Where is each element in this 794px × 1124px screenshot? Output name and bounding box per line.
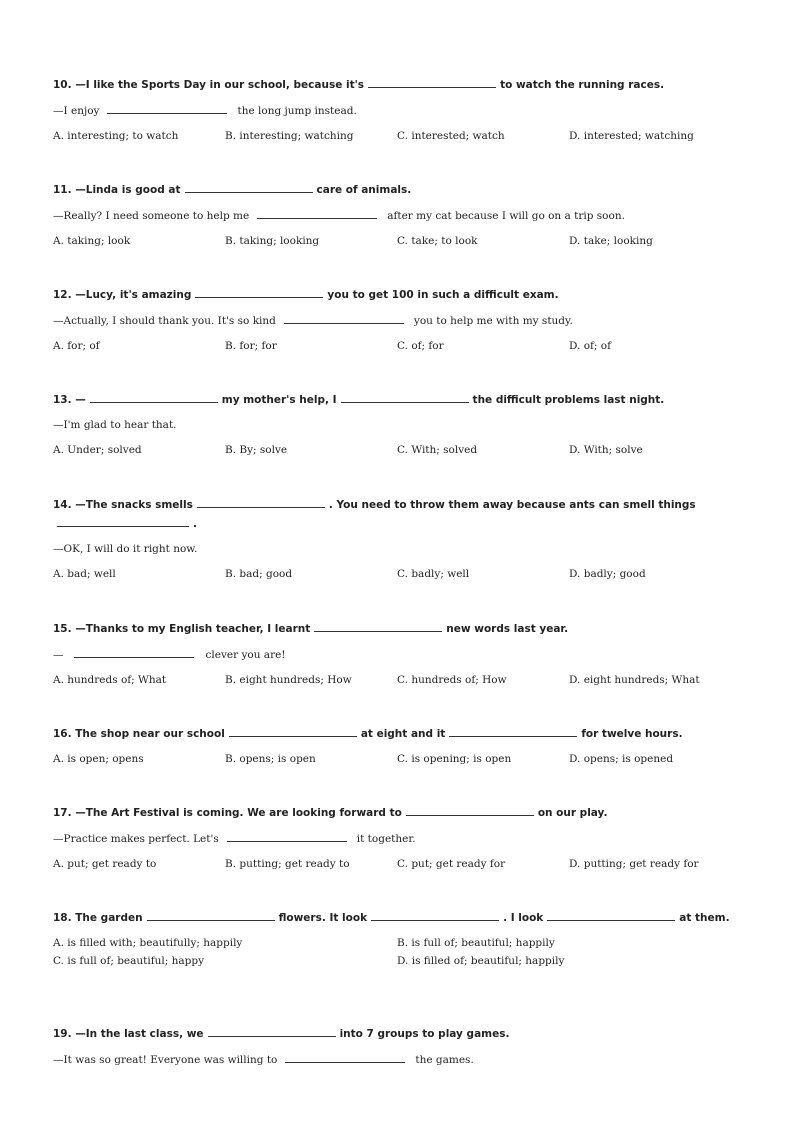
question-stem: 19. —In the last class, we into 7 groups to play games.: [53, 1024, 754, 1043]
option-d[interactable]: D. badly; good: [569, 568, 646, 580]
option-a[interactable]: A. put; get ready to: [53, 858, 157, 870]
answer-blank[interactable]: [257, 206, 377, 219]
option-a[interactable]: A. hundreds of; What: [53, 674, 167, 686]
answer-blank[interactable]: [185, 180, 313, 193]
option-c[interactable]: C. interested; watch: [397, 130, 505, 142]
answer-options: [53, 441, 754, 459]
option-a[interactable]: A. is filled with; beautifully; happily: [53, 937, 243, 949]
question-stem: 17. —The Art Festival is coming. We are looking forward to on our play.: [53, 803, 754, 822]
option-d[interactable]: D. With; solve: [569, 444, 643, 456]
option-a[interactable]: A. Under; solved: [53, 444, 142, 456]
question-reply: —I enjoy the long jump instead.: [53, 101, 754, 120]
option-a[interactable]: A. interesting; to watch: [53, 130, 179, 142]
question-reply: —Really? I need someone to help me after my cat because I will go on a trip soon.: [53, 206, 754, 225]
option-c[interactable]: C. take; to look: [397, 235, 478, 247]
answer-options: [53, 565, 754, 583]
answer-options: [53, 750, 754, 768]
question-stem: 12. —Lucy, it's amazing you to get 100 in such a difficult exam.: [53, 285, 754, 304]
answer-blank[interactable]: [371, 908, 499, 921]
question-stem: 15. —Thanks to my English teacher, I learnt new words last year.: [53, 619, 754, 638]
answer-blank[interactable]: [107, 101, 227, 114]
answer-blank[interactable]: [284, 311, 404, 324]
option-b[interactable]: B. By; solve: [225, 444, 288, 456]
option-a[interactable]: A. taking; look: [53, 235, 131, 247]
answer-blank[interactable]: [341, 390, 469, 403]
option-d[interactable]: D. of; of: [569, 340, 612, 352]
answer-blank[interactable]: [227, 829, 347, 842]
answer-blank[interactable]: [90, 390, 218, 403]
answer-options: [53, 127, 754, 145]
option-b[interactable]: B. bad; good: [225, 568, 293, 580]
answer-blank[interactable]: [449, 724, 577, 737]
question-10: [53, 75, 754, 145]
answer-options: [53, 855, 754, 873]
question-stem: 18. The garden flowers. It look . I look at them.: [53, 908, 733, 927]
answer-options: [53, 934, 754, 970]
answer-blank[interactable]: [197, 495, 325, 508]
answer-options: [53, 337, 754, 355]
answer-blank[interactable]: [285, 1050, 405, 1063]
option-a[interactable]: A. for; of: [53, 340, 100, 352]
answer-blank[interactable]: [547, 908, 675, 921]
question-14: [53, 495, 754, 583]
question-reply: — clever you are!: [53, 645, 754, 664]
question-13: [53, 390, 754, 459]
option-a[interactable]: A. bad; well: [53, 568, 116, 580]
option-b[interactable]: B. for; for: [225, 340, 277, 352]
answer-blank[interactable]: [229, 724, 357, 737]
option-c[interactable]: C. is opening; is open: [397, 753, 512, 765]
option-b[interactable]: B. is full of; beautiful; happily: [397, 937, 555, 949]
option-c[interactable]: C. put; get ready for: [397, 858, 506, 870]
option-d[interactable]: D. putting; get ready for: [569, 858, 699, 870]
question-18: [53, 908, 754, 970]
option-c[interactable]: C. With; solved: [397, 444, 478, 456]
option-d[interactable]: D. interested; watching: [569, 130, 694, 142]
question-stem: 11. —Linda is good at care of animals.: [53, 180, 754, 199]
answer-blank[interactable]: [368, 75, 496, 88]
answer-options: [53, 671, 754, 689]
answer-options: [53, 232, 754, 250]
question-reply: —I'm glad to hear that.: [53, 419, 177, 431]
question-16: [53, 724, 754, 768]
option-b[interactable]: B. eight hundreds; How: [225, 674, 352, 686]
question-12: [53, 285, 754, 355]
option-d[interactable]: D. is filled of; beautiful; happily: [397, 955, 565, 967]
option-c[interactable]: C. is full of; beautiful; happy: [53, 955, 205, 967]
question-reply: —Actually, I should thank you. It's so kind you to help me with my study.: [53, 311, 754, 330]
question-reply: —It was so great! Everyone was willing to the games.: [53, 1050, 754, 1069]
option-d[interactable]: D. eight hundreds; What: [569, 674, 700, 686]
question-17: [53, 803, 754, 873]
answer-blank[interactable]: [57, 514, 189, 527]
question-stem: 10. —I like the Sports Day in our school, because it's to watch the running races.: [53, 75, 754, 94]
answer-blank[interactable]: [147, 908, 275, 921]
question-15: [53, 619, 754, 689]
option-b[interactable]: B. putting; get ready to: [225, 858, 350, 870]
answer-blank[interactable]: [406, 803, 534, 816]
question-stem: 14. —The snacks smells . You need to throw them away because ants can smell things.: [53, 495, 733, 533]
question-reply: —Practice makes perfect. Let's it together.: [53, 829, 754, 848]
question-stem: 16. The shop near our school at eight and it for twelve hours.: [53, 724, 754, 743]
option-d[interactable]: D. opens; is opened: [569, 753, 674, 765]
option-a[interactable]: A. is open; opens: [53, 753, 144, 765]
option-b[interactable]: B. interesting; watching: [225, 130, 354, 142]
question-stem: 13. — my mother's help, I the difficult problems last night.: [53, 390, 754, 409]
option-b[interactable]: B. taking; looking: [225, 235, 320, 247]
answer-blank[interactable]: [74, 645, 194, 658]
answer-blank[interactable]: [314, 619, 442, 632]
answer-blank[interactable]: [208, 1024, 336, 1037]
answer-blank[interactable]: [195, 285, 323, 298]
option-d[interactable]: D. take; looking: [569, 235, 653, 247]
question-11: [53, 180, 754, 250]
question-19: [53, 1024, 754, 1069]
question-reply: —OK, I will do it right now.: [53, 543, 198, 555]
option-c[interactable]: C. of; for: [397, 340, 444, 352]
option-c[interactable]: C. badly; well: [397, 568, 470, 580]
option-b[interactable]: B. opens; is open: [225, 753, 316, 765]
option-c[interactable]: C. hundreds of; How: [397, 674, 507, 686]
